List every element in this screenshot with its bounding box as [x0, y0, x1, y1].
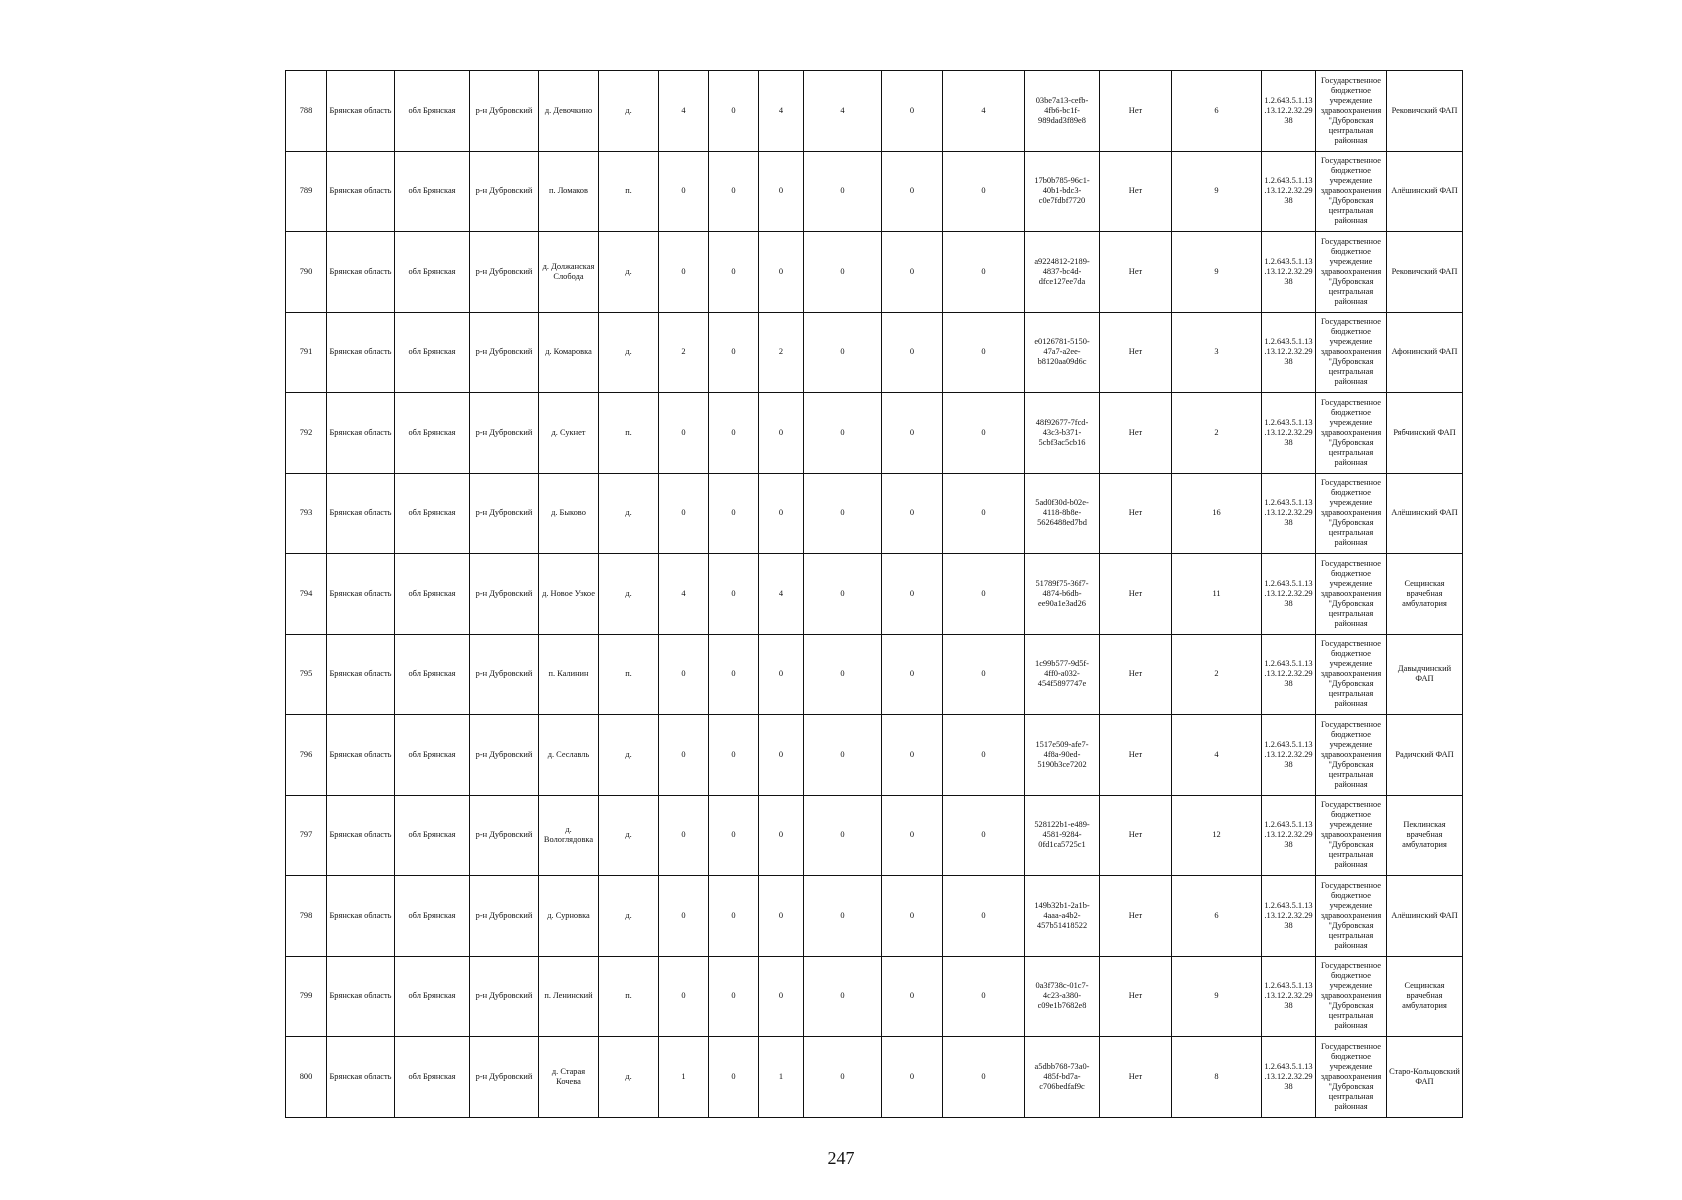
organization-cell: Государственное бюджетное учреждение здравоохранения "Дубровская центральная районная — [1316, 876, 1387, 957]
flag-cell: Нет — [1100, 151, 1172, 232]
district-cell: р-н Дубровский — [470, 312, 539, 393]
value-cell-6: 0 — [943, 312, 1025, 393]
region-cell: Брянская область — [327, 473, 395, 554]
value-cell-6: 0 — [943, 232, 1025, 313]
oblast-cell: обл Брянская — [395, 71, 470, 152]
value-cell-4: 0 — [804, 956, 882, 1037]
organization-cell: Государственное бюджетное учреждение здравоохранения "Дубровская центральная районная — [1316, 393, 1387, 474]
district-cell: р-н Дубровский — [470, 151, 539, 232]
region-cell: Брянская область — [327, 151, 395, 232]
value-cell-3: 4 — [759, 554, 804, 635]
district-cell: р-н Дубровский — [470, 71, 539, 152]
value-cell-2: 0 — [709, 1037, 759, 1118]
district-cell: р-н Дубровский — [470, 795, 539, 876]
fap-cell: Давыдчинский ФАП — [1387, 634, 1463, 715]
table-row — [286, 71, 1463, 152]
locality-type-cell: д. — [599, 71, 659, 152]
region-cell: Брянская область — [327, 956, 395, 1037]
oblast-cell: обл Брянская — [395, 151, 470, 232]
guid-cell: 48f92677-7fcd-43c3-b371-5cbf3ac5cb16 — [1025, 393, 1100, 474]
guid-cell: e0126781-5150-47a7-a2ee-b8120aa09d6c — [1025, 312, 1100, 393]
row-number: 788 — [286, 71, 327, 152]
organization-cell: Государственное бюджетное учреждение здравоохранения "Дубровская центральная районная — [1316, 473, 1387, 554]
value-cell-5: 0 — [882, 312, 943, 393]
locality-type-cell: д. — [599, 795, 659, 876]
value-cell-1: 0 — [659, 795, 709, 876]
count-cell: 3 — [1172, 312, 1262, 393]
value-cell-1: 0 — [659, 876, 709, 957]
organization-cell: Государственное бюджетное учреждение здравоохранения "Дубровская центральная районная — [1316, 634, 1387, 715]
guid-cell: a5dbb768-73a0-485f-bd7a-c706bedfaf9c — [1025, 1037, 1100, 1118]
value-cell-6: 0 — [943, 393, 1025, 474]
value-cell-3: 0 — [759, 393, 804, 474]
organization-cell: Государственное бюджетное учреждение здравоохранения "Дубровская центральная районная — [1316, 715, 1387, 796]
value-cell-3: 0 — [759, 715, 804, 796]
table-row — [286, 232, 1463, 313]
guid-cell: 03be7a13-cefb-4fb6-bc1f-989dad3f89e8 — [1025, 71, 1100, 152]
value-cell-1: 0 — [659, 393, 709, 474]
organization-cell: Государственное бюджетное учреждение здравоохранения "Дубровская центральная районная — [1316, 1037, 1387, 1118]
value-cell-4: 0 — [804, 554, 882, 635]
value-cell-5: 0 — [882, 1037, 943, 1118]
locality-cell: д. Комаровка — [539, 312, 599, 393]
locality-type-cell: д. — [599, 554, 659, 635]
value-cell-2: 0 — [709, 876, 759, 957]
fap-cell: Рековичский ФАП — [1387, 232, 1463, 313]
fap-cell: Алёшинский ФАП — [1387, 876, 1463, 957]
region-cell: Брянская область — [327, 795, 395, 876]
value-cell-4: 0 — [804, 393, 882, 474]
district-cell: р-н Дубровский — [470, 554, 539, 635]
locality-type-cell: д. — [599, 473, 659, 554]
row-number: 789 — [286, 151, 327, 232]
value-cell-5: 0 — [882, 715, 943, 796]
row-number: 795 — [286, 634, 327, 715]
region-cell: Брянская область — [327, 312, 395, 393]
settlements-table — [285, 70, 1463, 1118]
guid-cell: 1517e509-afe7-4f8a-90ed-5190b3ce7202 — [1025, 715, 1100, 796]
locality-cell: д. Должанская Слобода — [539, 232, 599, 313]
oblast-cell: обл Брянская — [395, 795, 470, 876]
flag-cell: Нет — [1100, 795, 1172, 876]
value-cell-4: 0 — [804, 473, 882, 554]
oid-cell: 1.2.643.5.1.13.13.12.2.32.2938 — [1262, 312, 1316, 393]
guid-cell: 5ad0f30d-b02e-4118-8b8e-5626488ed7bd — [1025, 473, 1100, 554]
guid-cell: 149b32b1-2a1b-4aaa-a4b2-457b51418522 — [1025, 876, 1100, 957]
row-number: 792 — [286, 393, 327, 474]
fap-cell: Старо-Кольцовский ФАП — [1387, 1037, 1463, 1118]
value-cell-1: 0 — [659, 956, 709, 1037]
table-row — [286, 795, 1463, 876]
district-cell: р-н Дубровский — [470, 956, 539, 1037]
count-cell: 12 — [1172, 795, 1262, 876]
table-row — [286, 473, 1463, 554]
organization-cell: Государственное бюджетное учреждение здравоохранения "Дубровская центральная районная — [1316, 71, 1387, 152]
flag-cell: Нет — [1100, 473, 1172, 554]
value-cell-2: 0 — [709, 151, 759, 232]
value-cell-2: 0 — [709, 795, 759, 876]
locality-type-cell: д. — [599, 715, 659, 796]
organization-cell: Государственное бюджетное учреждение здравоохранения "Дубровская центральная районная — [1316, 312, 1387, 393]
value-cell-2: 0 — [709, 71, 759, 152]
row-number: 799 — [286, 956, 327, 1037]
table-row — [286, 554, 1463, 635]
oid-cell: 1.2.643.5.1.13.13.12.2.32.2938 — [1262, 393, 1316, 474]
value-cell-5: 0 — [882, 795, 943, 876]
locality-cell: п. Ломаков — [539, 151, 599, 232]
value-cell-6: 0 — [943, 876, 1025, 957]
locality-cell: д. Сеславль — [539, 715, 599, 796]
locality-cell: д. Сурновка — [539, 876, 599, 957]
value-cell-6: 0 — [943, 956, 1025, 1037]
value-cell-6: 4 — [943, 71, 1025, 152]
oblast-cell: обл Брянская — [395, 312, 470, 393]
guid-cell: a9224812-2189-4837-bc4d-dfce127ee7da — [1025, 232, 1100, 313]
value-cell-6: 0 — [943, 151, 1025, 232]
value-cell-3: 1 — [759, 1037, 804, 1118]
locality-type-cell: п. — [599, 393, 659, 474]
fap-cell: Сещинская врачебная амбулатория — [1387, 554, 1463, 635]
value-cell-1: 4 — [659, 554, 709, 635]
value-cell-3: 4 — [759, 71, 804, 152]
value-cell-1: 0 — [659, 473, 709, 554]
region-cell: Брянская область — [327, 876, 395, 957]
oid-cell: 1.2.643.5.1.13.13.12.2.32.2938 — [1262, 554, 1316, 635]
value-cell-1: 0 — [659, 151, 709, 232]
value-cell-2: 0 — [709, 232, 759, 313]
value-cell-6: 0 — [943, 795, 1025, 876]
count-cell: 4 — [1172, 715, 1262, 796]
guid-cell: 528122b1-e489-4581-9284-0fd1ca5725c1 — [1025, 795, 1100, 876]
flag-cell: Нет — [1100, 1037, 1172, 1118]
oid-cell: 1.2.643.5.1.13.13.12.2.32.2938 — [1262, 1037, 1316, 1118]
value-cell-1: 1 — [659, 1037, 709, 1118]
oid-cell: 1.2.643.5.1.13.13.12.2.32.2938 — [1262, 715, 1316, 796]
value-cell-3: 2 — [759, 312, 804, 393]
district-cell: р-н Дубровский — [470, 634, 539, 715]
locality-cell: п. Калинин — [539, 634, 599, 715]
locality-cell: д. Быково — [539, 473, 599, 554]
organization-cell: Государственное бюджетное учреждение здравоохранения "Дубровская центральная районная — [1316, 956, 1387, 1037]
count-cell: 6 — [1172, 876, 1262, 957]
flag-cell: Нет — [1100, 312, 1172, 393]
row-number: 796 — [286, 715, 327, 796]
organization-cell: Государственное бюджетное учреждение здравоохранения "Дубровская центральная районная — [1316, 554, 1387, 635]
value-cell-2: 0 — [709, 554, 759, 635]
row-number: 791 — [286, 312, 327, 393]
value-cell-4: 0 — [804, 715, 882, 796]
value-cell-5: 0 — [882, 634, 943, 715]
value-cell-6: 0 — [943, 715, 1025, 796]
fap-cell: Пеклинская врачебная амбулатория — [1387, 795, 1463, 876]
guid-cell: 17b0b785-96c1-40b1-bdc3-c0e7fdbf7720 — [1025, 151, 1100, 232]
region-cell: Брянская область — [327, 554, 395, 635]
value-cell-4: 0 — [804, 1037, 882, 1118]
locality-type-cell: д. — [599, 312, 659, 393]
fap-cell: Рябчинский ФАП — [1387, 393, 1463, 474]
oblast-cell: обл Брянская — [395, 956, 470, 1037]
fap-cell: Сещинская врачебная амбулатория — [1387, 956, 1463, 1037]
value-cell-5: 0 — [882, 393, 943, 474]
oblast-cell: обл Брянская — [395, 715, 470, 796]
value-cell-5: 0 — [882, 232, 943, 313]
count-cell: 6 — [1172, 71, 1262, 152]
oblast-cell: обл Брянская — [395, 232, 470, 313]
value-cell-1: 4 — [659, 71, 709, 152]
count-cell: 11 — [1172, 554, 1262, 635]
value-cell-4: 0 — [804, 634, 882, 715]
locality-type-cell: п. — [599, 151, 659, 232]
value-cell-3: 0 — [759, 634, 804, 715]
table-row — [286, 1037, 1463, 1118]
count-cell: 9 — [1172, 151, 1262, 232]
oblast-cell: обл Брянская — [395, 1037, 470, 1118]
value-cell-5: 0 — [882, 554, 943, 635]
value-cell-3: 0 — [759, 795, 804, 876]
locality-cell: д. Сукнет — [539, 393, 599, 474]
district-cell: р-н Дубровский — [470, 1037, 539, 1118]
value-cell-4: 0 — [804, 232, 882, 313]
value-cell-2: 0 — [709, 312, 759, 393]
count-cell: 2 — [1172, 393, 1262, 474]
value-cell-5: 0 — [882, 71, 943, 152]
value-cell-5: 0 — [882, 151, 943, 232]
value-cell-3: 0 — [759, 956, 804, 1037]
value-cell-2: 0 — [709, 634, 759, 715]
value-cell-2: 0 — [709, 473, 759, 554]
region-cell: Брянская область — [327, 634, 395, 715]
region-cell: Брянская область — [327, 715, 395, 796]
oid-cell: 1.2.643.5.1.13.13.12.2.32.2938 — [1262, 151, 1316, 232]
oid-cell: 1.2.643.5.1.13.13.12.2.32.2938 — [1262, 795, 1316, 876]
oid-cell: 1.2.643.5.1.13.13.12.2.32.2938 — [1262, 956, 1316, 1037]
region-cell: Брянская область — [327, 232, 395, 313]
row-number: 798 — [286, 876, 327, 957]
row-number: 794 — [286, 554, 327, 635]
oid-cell: 1.2.643.5.1.13.13.12.2.32.2938 — [1262, 473, 1316, 554]
fap-cell: Рековичский ФАП — [1387, 71, 1463, 152]
guid-cell: 1c99b577-9d5f-4ff0-a032-454f5897747e — [1025, 634, 1100, 715]
value-cell-1: 0 — [659, 634, 709, 715]
count-cell: 9 — [1172, 956, 1262, 1037]
table-row — [286, 151, 1463, 232]
value-cell-3: 0 — [759, 876, 804, 957]
row-number: 797 — [286, 795, 327, 876]
table-row — [286, 634, 1463, 715]
table-row — [286, 312, 1463, 393]
flag-cell: Нет — [1100, 634, 1172, 715]
region-cell: Брянская область — [327, 393, 395, 474]
value-cell-4: 0 — [804, 151, 882, 232]
organization-cell: Государственное бюджетное учреждение здравоохранения "Дубровская центральная районная — [1316, 151, 1387, 232]
value-cell-6: 0 — [943, 634, 1025, 715]
row-number: 793 — [286, 473, 327, 554]
value-cell-5: 0 — [882, 473, 943, 554]
flag-cell: Нет — [1100, 956, 1172, 1037]
value-cell-1: 0 — [659, 232, 709, 313]
row-number: 800 — [286, 1037, 327, 1118]
fap-cell: Алёшинский ФАП — [1387, 151, 1463, 232]
flag-cell: Нет — [1100, 232, 1172, 313]
row-number: 790 — [286, 232, 327, 313]
value-cell-6: 0 — [943, 554, 1025, 635]
oid-cell: 1.2.643.5.1.13.13.12.2.32.2938 — [1262, 232, 1316, 313]
flag-cell: Нет — [1100, 71, 1172, 152]
guid-cell: 51789f75-36f7-4874-b6db-ee90a1e3ad26 — [1025, 554, 1100, 635]
value-cell-4: 0 — [804, 312, 882, 393]
district-cell: р-н Дубровский — [470, 393, 539, 474]
page-number: 247 — [827, 1148, 855, 1168]
oblast-cell: обл Брянская — [395, 554, 470, 635]
oblast-cell: обл Брянская — [395, 473, 470, 554]
locality-type-cell: д. — [599, 232, 659, 313]
locality-type-cell: п. — [599, 956, 659, 1037]
value-cell-2: 0 — [709, 956, 759, 1037]
district-cell: р-н Дубровский — [470, 876, 539, 957]
table-row — [286, 715, 1463, 796]
locality-cell: д. Девочкино — [539, 71, 599, 152]
table-row — [286, 876, 1463, 957]
value-cell-5: 0 — [882, 876, 943, 957]
value-cell-1: 0 — [659, 715, 709, 796]
value-cell-6: 0 — [943, 473, 1025, 554]
count-cell: 9 — [1172, 232, 1262, 313]
locality-type-cell: п. — [599, 634, 659, 715]
flag-cell: Нет — [1100, 876, 1172, 957]
oid-cell: 1.2.643.5.1.13.13.12.2.32.2938 — [1262, 876, 1316, 957]
fap-cell: Афонинский ФАП — [1387, 312, 1463, 393]
value-cell-3: 0 — [759, 151, 804, 232]
district-cell: р-н Дубровский — [470, 232, 539, 313]
flag-cell: Нет — [1100, 393, 1172, 474]
oblast-cell: обл Брянская — [395, 876, 470, 957]
count-cell: 16 — [1172, 473, 1262, 554]
locality-type-cell: д. — [599, 1037, 659, 1118]
table-row — [286, 956, 1463, 1037]
oblast-cell: обл Брянская — [395, 393, 470, 474]
guid-cell: 0a3f738c-01c7-4c23-a380-c09e1b7682e8 — [1025, 956, 1100, 1037]
value-cell-2: 0 — [709, 715, 759, 796]
value-cell-1: 2 — [659, 312, 709, 393]
count-cell: 8 — [1172, 1037, 1262, 1118]
value-cell-6: 0 — [943, 1037, 1025, 1118]
fap-cell: Радичский ФАП — [1387, 715, 1463, 796]
district-cell: р-н Дубровский — [470, 473, 539, 554]
locality-cell: д. Вологлядовка — [539, 795, 599, 876]
locality-cell: д. Новое Узкое — [539, 554, 599, 635]
locality-cell: п. Ленинский — [539, 956, 599, 1037]
table-row — [286, 393, 1463, 474]
fap-cell: Алёшинский ФАП — [1387, 473, 1463, 554]
locality-cell: д. Старая Кочева — [539, 1037, 599, 1118]
value-cell-4: 0 — [804, 795, 882, 876]
value-cell-5: 0 — [882, 956, 943, 1037]
region-cell: Брянская область — [327, 1037, 395, 1118]
value-cell-4: 0 — [804, 876, 882, 957]
organization-cell: Государственное бюджетное учреждение здравоохранения "Дубровская центральная районная — [1316, 795, 1387, 876]
region-cell: Брянская область — [327, 71, 395, 152]
locality-type-cell: д. — [599, 876, 659, 957]
oblast-cell: обл Брянская — [395, 634, 470, 715]
oid-cell: 1.2.643.5.1.13.13.12.2.32.2938 — [1262, 634, 1316, 715]
value-cell-3: 0 — [759, 232, 804, 313]
value-cell-3: 0 — [759, 473, 804, 554]
count-cell: 2 — [1172, 634, 1262, 715]
flag-cell: Нет — [1100, 715, 1172, 796]
value-cell-2: 0 — [709, 393, 759, 474]
oid-cell: 1.2.643.5.1.13.13.12.2.32.2938 — [1262, 71, 1316, 152]
flag-cell: Нет — [1100, 554, 1172, 635]
value-cell-4: 4 — [804, 71, 882, 152]
district-cell: р-н Дубровский — [470, 715, 539, 796]
organization-cell: Государственное бюджетное учреждение здравоохранения "Дубровская центральная районная — [1316, 232, 1387, 313]
